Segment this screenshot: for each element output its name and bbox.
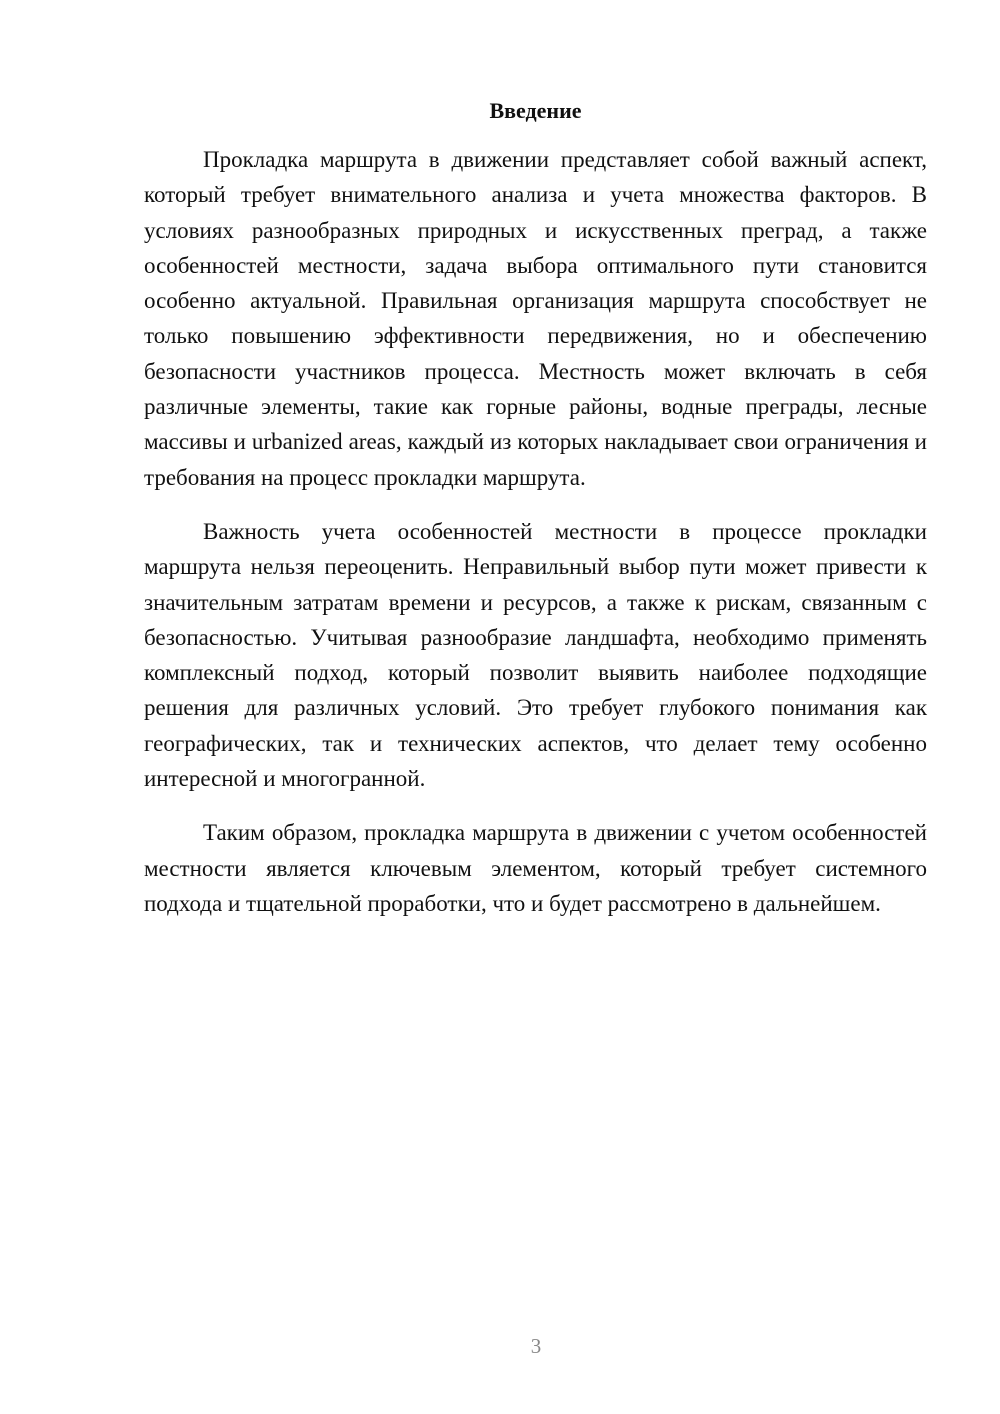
- page-number: 3: [530, 1334, 542, 1358]
- paragraph-3: Таким образом, прокладка маршрута в движении с учетом особенностей местности является ключевым элементом, который требует системного подхода и тщательной проработки, что и будет рассмотрено в дальнейшем.: [144, 820, 927, 916]
- section-heading: Введение: [489, 98, 582, 123]
- paragraph-2: Важность учета особенностей местности в процессе прокладки маршрута нельзя переоценить. Неправильный выбор пути может привести к значительным затратам времени и ресурсов, а также к рискам, связанным с безопасностью. Учитывая разнообразие ландшафта, необходимо применять комплексный подход, который позволит выявить наиболее подходящие решения для различных условий. Это требует глубокого понимания как географических, так и технических аспектов, что делает тему особенно интересной и многогранной.: [144, 518, 927, 792]
- paragraph-1: Прокладка маршрута в движении представляет собой важный аспект, который требует внимательного анализа и учета множества факторов. В условиях разнообразных природных и искусственных преград, а также особенностей местности, задача выбора оптимального пути становится особенно актуальной. Правильная организация маршрута способствует не только повышению эффективности передвижения, но и обеспечению безопасности участников процесса. Местность может включать в себя различные элементы, такие как горные районы, водные преграды, лесные массивы и urbanized areas, каждый из которых накладывает свои ограничения и требования на процесс прокладки маршрута.: [144, 147, 927, 490]
- body-text: [144, 142, 927, 921]
